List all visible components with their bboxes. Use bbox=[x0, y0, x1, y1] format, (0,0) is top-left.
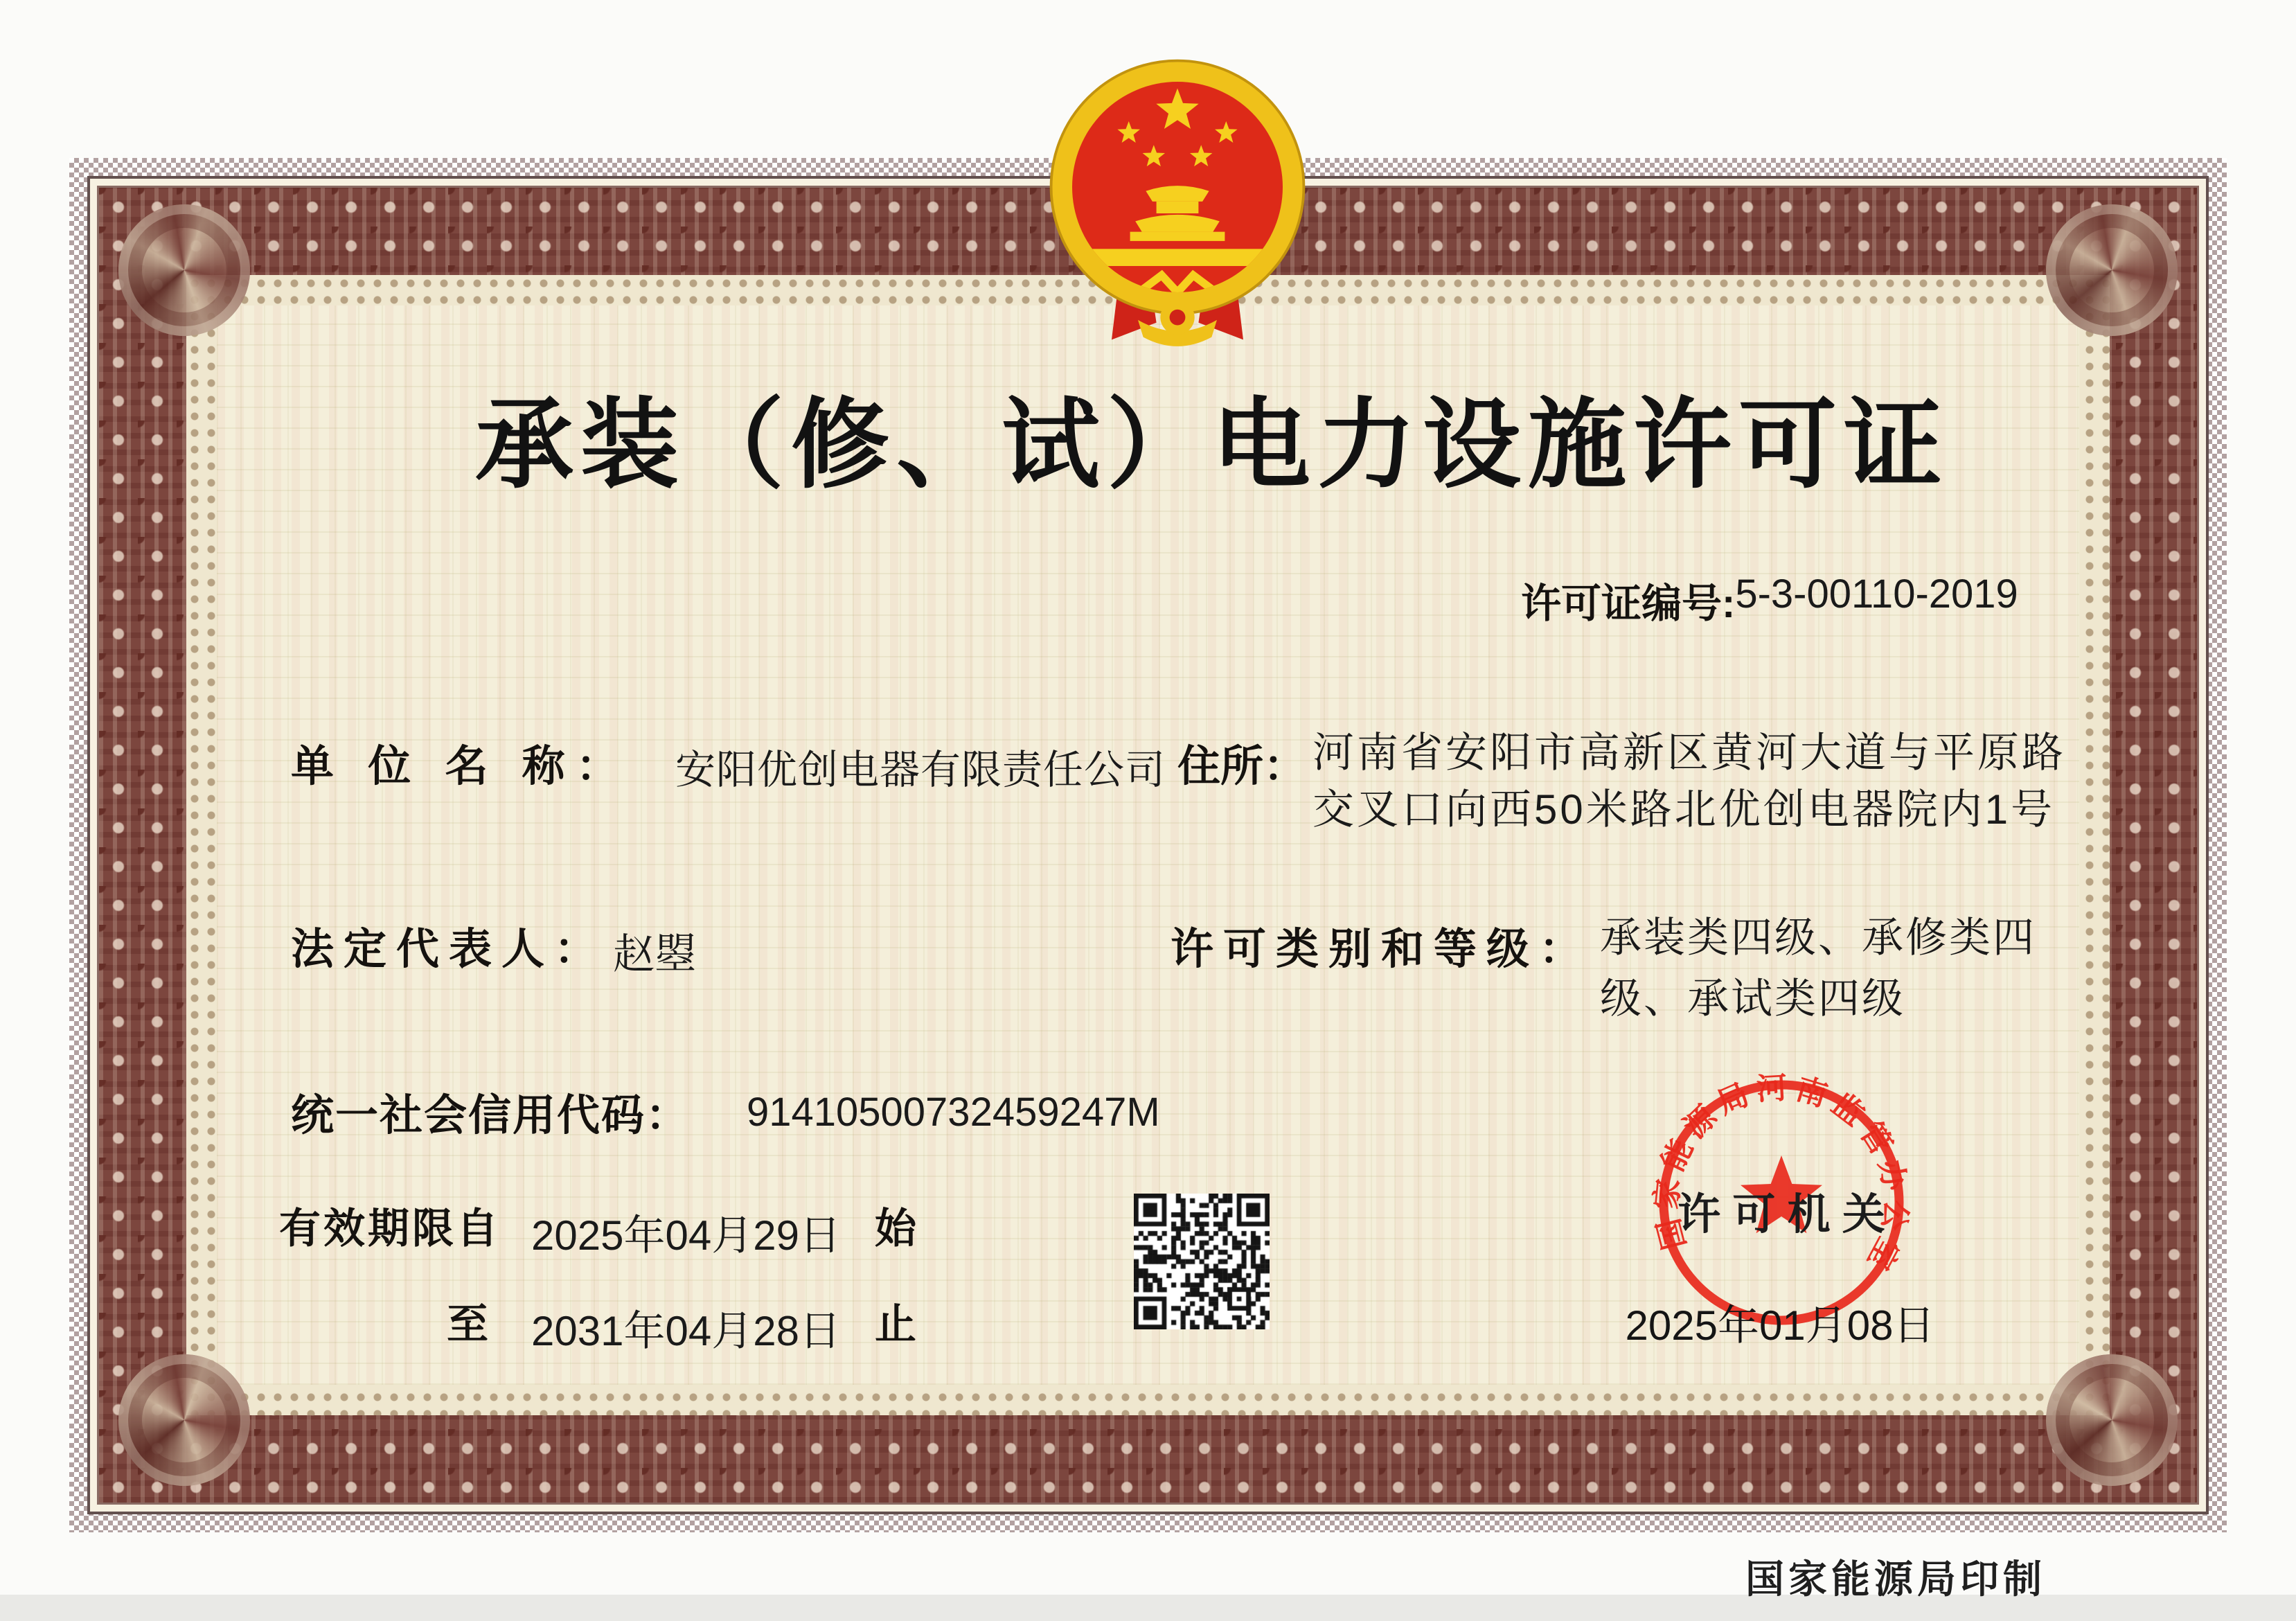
validity-start-suffix: 始 bbox=[875, 1205, 916, 1252]
validity-end-suffix: 止 bbox=[875, 1301, 916, 1347]
validity-end-date: 2031年04月28日 bbox=[531, 1308, 841, 1354]
credit-code-value: 91410500732459247M bbox=[747, 1090, 1160, 1135]
company-name-label: 单 位 名 称： bbox=[291, 743, 630, 790]
address-line-1: 河南省安阳市高新区黄河大道与平原路 bbox=[1312, 729, 2066, 776]
license-class-value bbox=[1600, 907, 2036, 1029]
legal-representative-label: 法定代表人： bbox=[291, 925, 607, 973]
validity-start-date: 2025年04月29日 bbox=[531, 1212, 841, 1259]
validity-to-label: 至 bbox=[447, 1301, 488, 1347]
qr-code bbox=[1134, 1194, 1270, 1329]
credit-code-label: 统一社会信用代码： bbox=[291, 1092, 691, 1140]
license-class-line-2: 级、承试类四级 bbox=[1600, 975, 1905, 1022]
legal-representative-value: 赵曌 bbox=[613, 931, 696, 977]
license-class-label: 许可类别和等级： bbox=[1171, 925, 1592, 973]
license-number bbox=[1521, 571, 2018, 629]
validity-label: 有效期限自 bbox=[279, 1205, 501, 1252]
national-emblem-icon bbox=[1046, 55, 1309, 358]
licensing-authority-label: 许 可 机 关 bbox=[1677, 1191, 1885, 1239]
address-line-2: 交叉口向西50米路北优创电器院内1号 bbox=[1312, 786, 2056, 833]
address-label: 住所： bbox=[1177, 743, 1307, 790]
printed-by-footer: 国家能源局印制 bbox=[1745, 1557, 2046, 1601]
issue-date: 2025年01月08日 bbox=[1625, 1302, 1935, 1349]
seal-ring-text: 国家能源局河南监管办公室 bbox=[1649, 1070, 1914, 1281]
license-class-line-1: 承装类四级、承修类四 bbox=[1600, 914, 2036, 961]
license-number-value: 5-3-00110-2019 bbox=[1735, 572, 2018, 617]
address-value bbox=[1312, 725, 2066, 838]
certificate-title: 承装（修、试）电力设施许可证 bbox=[475, 390, 1949, 500]
license-number-label: 许可证编号: bbox=[1521, 581, 1736, 626]
company-name-value: 安阳优创电器有限责任公司 bbox=[675, 747, 1166, 792]
